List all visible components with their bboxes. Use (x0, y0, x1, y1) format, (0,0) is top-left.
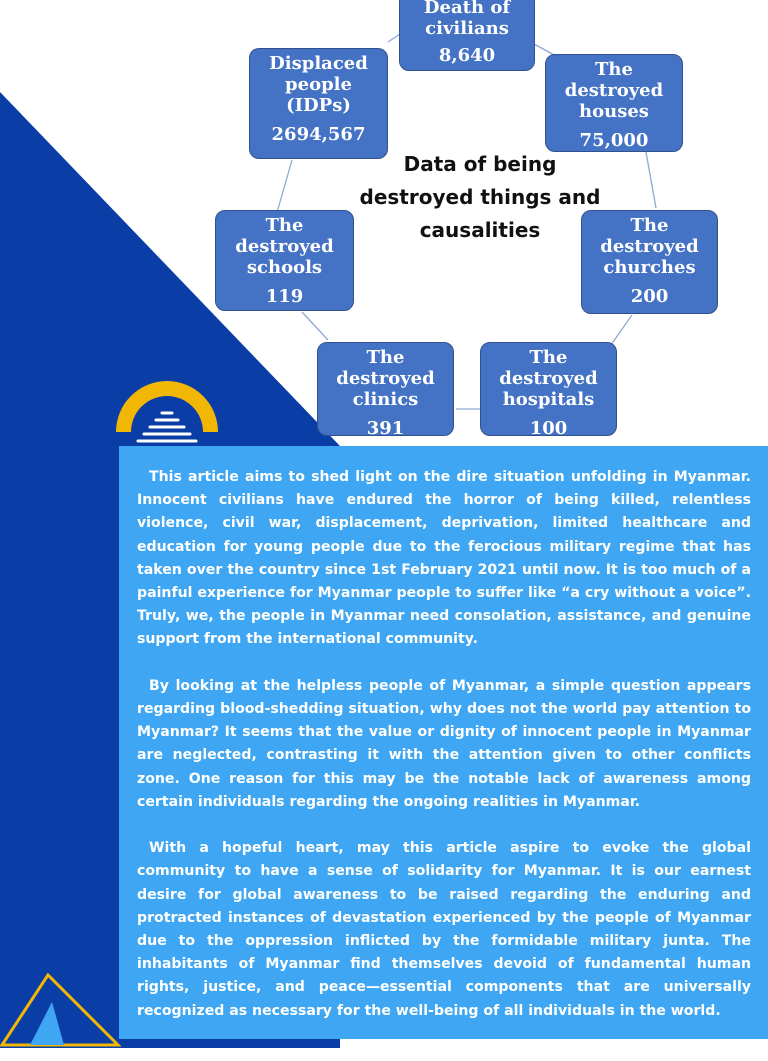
node-value: 200 (630, 286, 669, 307)
diagram-node-destroyed-houses (545, 54, 683, 152)
node-label: The destroyed hospitals (499, 347, 598, 410)
bottom-white-strip (0, 1048, 768, 1061)
article-paragraph-2: By looking at the helpless people of Myanmar, a simple question appears regarding blood-shedding situation, why does not the world pay attention to Myanmar? It seems that the value or dignity of innocent people in Myanmar are neglected, contrasting it with the attention given to other conflicts zone. One reason for this may be the notable lack of awareness among certain individuals regarding the ongoing realities in Myanmar. (137, 677, 751, 810)
node-value: 8,640 (438, 45, 496, 66)
article-paragraph-3: With a hopeful heart, may this article aspire to evoke the global community to have a sense of solidarity for Myanmar. It is our earnest desire for global awareness to be raised regarding the enduring and protracted instances of devastation experienced by the people of Myanmar due to the oppression inflicted by the formidable military junta. The inhabitants of Myanmar find themselves devoid of fundamental human rights, justice, and peace—essential components that are universally recognized as necessary for the well-being of all individuals in the world. (137, 840, 751, 1019)
node-value: 75,000 (579, 130, 649, 151)
node-label: The destroyed houses (564, 59, 664, 122)
diagram-node-destroyed-hospitals (480, 342, 617, 439)
diagram-node-destroyed-clinics (317, 342, 454, 439)
node-value: 100 (529, 418, 568, 439)
node-label: Displaced people (IDPs) (269, 53, 368, 116)
node-label: The destroyed clinics (336, 347, 435, 410)
article-paragraph-1: This article aims to shed light on the dire situation unfolding in Myanmar. Innocent civilians have endured the horror of being killed, relentless violence, civil war, displacement, deprivation, limited healthcare and education for young people due to the ferocious military regime that has taken over the country since 1st February 2021 until now. It is too much of a painful experience for Myanmar people to suffer like “a cry without a voice”. Truly, we, the people in Myanmar need consolation, assistance, and genuine support from the international community. (137, 469, 751, 648)
diagram-node-death-of-civilians (399, 0, 535, 71)
node-label: Death of civilians (423, 0, 511, 39)
diagram-title: Data of being destroyed things and causalities (359, 152, 601, 242)
node-value: 391 (366, 418, 405, 439)
node-label: The destroyed churches (600, 215, 699, 278)
node-value: 119 (265, 286, 304, 307)
node-label: The destroyed schools (235, 215, 334, 278)
diagram-node-displaced-people (249, 48, 388, 159)
node-value: 2694,567 (271, 124, 366, 145)
article-panel (119, 446, 768, 1039)
